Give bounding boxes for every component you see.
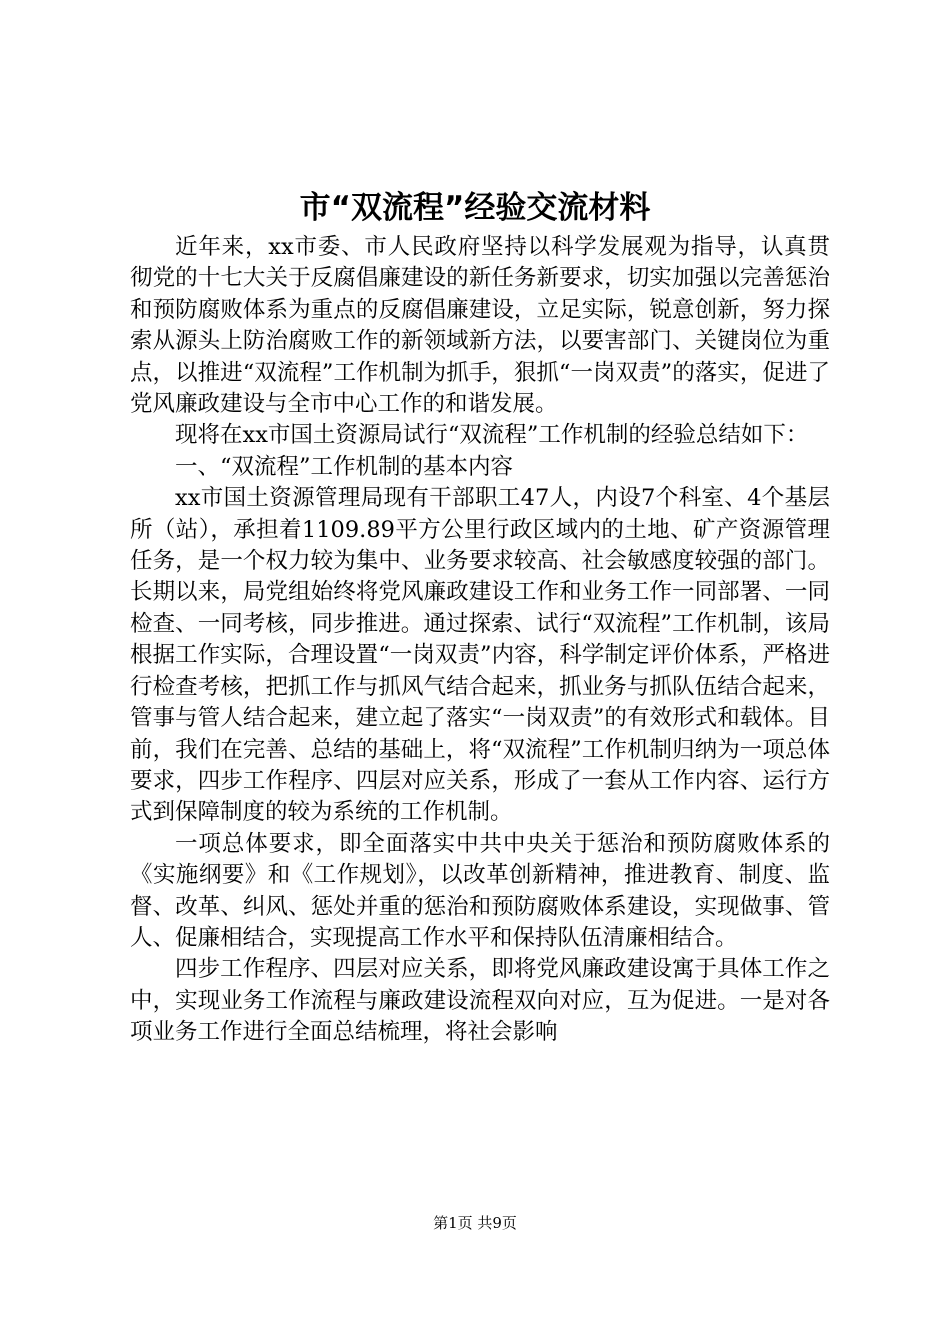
paragraph-overall-requirement: 一项总体要求，即全面落实中共中央关于惩治和预防腐败体系的《实施纲要》和《工作规划》，以改革创新精神，推进教育、制度、监督、改革、纠风、惩处并重的惩治和预防腐败体系建设，实现做事、管人、促廉相结合，实现提高工作水平和保持队伍清廉相结合。	[130, 830, 830, 951]
paragraph-bureau-overview: xx市国土资源管理局现有干部职工47人，内设7个科室、4个基层所（站），承担着1109.89平方公里行政区域内的土地、矿产资源管理任务，是一个权力较为集中、业务要求较高、社会敏感度较强的部门。长期以来，局党组始终将党风廉政建设工作和业务工作一同部署、一同检查、一同考核，同步推进。通过探索、试行“双流程”工作机制，该局根据工作实际，合理设置“一岗双责”内容，科学制定评价体系，严格进行检查考核，把抓工作与抓风气结合起来，抓业务与抓队伍结合起来，管事与管人结合起来，建立起了落实“一岗双责”的有效形式和载体。目前，我们在完善、总结的基础上，将“双流程”工作机制归纳为一项总体要求，四步工作程序、四层对应关系，形成了一套从工作内容、运行方式到保障制度的较为系统的工作机制。	[130, 485, 830, 826]
page-number-footer: 第1页 共9页	[433, 1214, 517, 1232]
document-title: 市“双流程”经验交流材料	[299, 190, 651, 226]
paragraph-intro: 近年来，xx市委、市人民政府坚持以科学发展观为指导，认真贯彻党的十七大关于反腐倡廉建设的新任务新要求，切实加强以完善惩治和预防腐败体系为重点的反腐倡廉建设，立足实际，锐意创新，努力探索从源头上防治腐败工作的新领域新方法，以要害部门、关键岗位为重点，以推进“双流程”工作机制为抓手，狠抓“一岗双责”的落实，促进了党风廉政建设与全市中心工作的和谐发展。	[130, 234, 830, 418]
paragraph-four-steps: 四步工作程序、四层对应关系，即将党风廉政建设寓于具体工作之中，实现业务工作流程与廉政建设流程双向对应，互为促进。一是对各项业务工作进行全面总结梳理，将社会影响	[130, 956, 830, 1046]
document-body	[130, 232, 830, 1049]
section-heading-1: 一、“双流程”工作机制的基本内容	[175, 453, 514, 480]
paragraph-summary-lead: 现将在xx市国土资源局试行“双流程”工作机制的经验总结如下：	[175, 422, 809, 449]
